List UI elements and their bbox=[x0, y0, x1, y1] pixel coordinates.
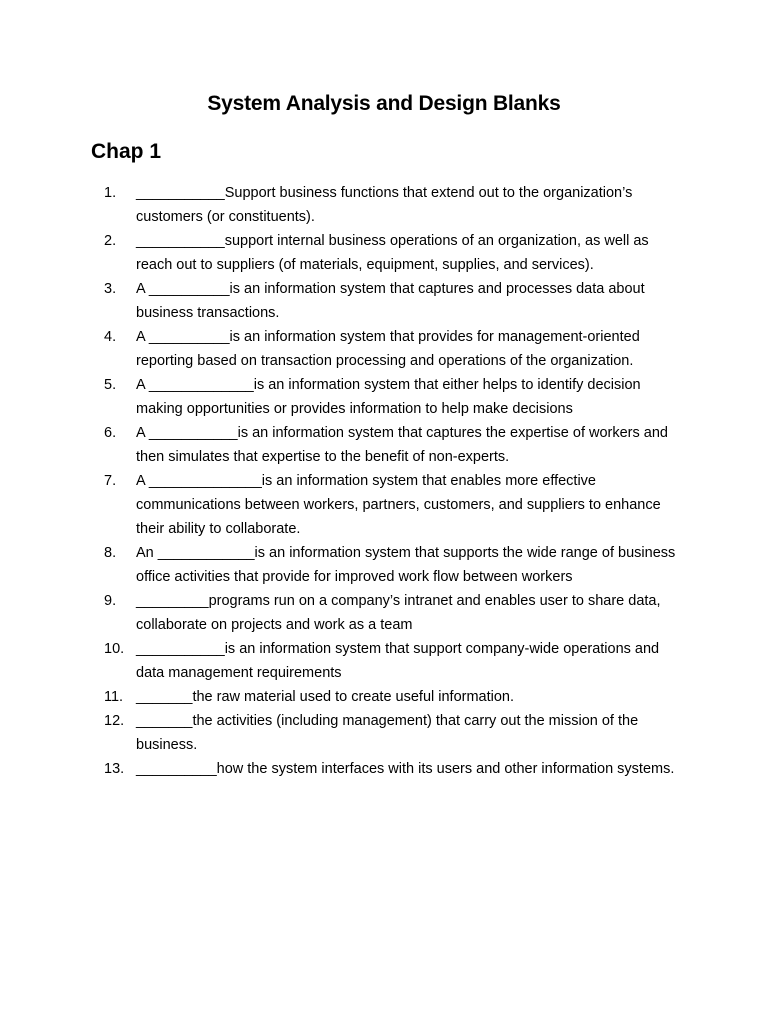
question-item bbox=[0, 685, 768, 709]
question-number: 3. bbox=[104, 281, 117, 297]
question-item bbox=[0, 181, 768, 229]
question-item bbox=[0, 469, 768, 541]
question-item bbox=[0, 757, 768, 781]
question-text: _________programs run on a company’s intranet and enables user to share data, collaborate on projects and work as a team bbox=[136, 593, 661, 633]
question-number: 8. bbox=[104, 545, 117, 561]
question-text: A _____________is an information system that either helps to identify decision making opportunities or provides information to help make decisions bbox=[136, 377, 641, 417]
question-text: A ______________is an information system that enables more effective communications between workers, partners, customers, and suppliers to enhance their ability to collaborate. bbox=[136, 473, 661, 537]
question-number: 1. bbox=[104, 185, 117, 201]
question-number: 9. bbox=[104, 593, 117, 609]
question-item bbox=[0, 421, 768, 469]
question-number: 5. bbox=[104, 377, 117, 393]
question-text: A __________is an information system that provides for management-oriented reporting based on transaction processing and operations of the organization. bbox=[136, 329, 640, 369]
question-text: ___________is an information system that support company-wide operations and data management requirements bbox=[136, 641, 660, 681]
question-number: 2. bbox=[104, 233, 117, 249]
question-item bbox=[0, 277, 768, 325]
question-number: 13. bbox=[104, 761, 125, 777]
question-number: 11. bbox=[104, 689, 124, 705]
question-text: ___________Support business functions that extend out to the organization’s customers (or constituents). bbox=[136, 185, 633, 225]
question-number: 6. bbox=[104, 425, 117, 441]
question-number: 4. bbox=[104, 329, 117, 345]
question-item bbox=[0, 373, 768, 421]
question-item bbox=[0, 541, 768, 589]
question-text: _______the raw material used to create useful information. bbox=[136, 689, 515, 705]
question-number: 7. bbox=[104, 473, 117, 489]
question-text: __________how the system interfaces with its users and other information systems. bbox=[136, 761, 675, 777]
question-text: ___________support internal business operations of an organization, as well as reach out to suppliers (of materials, equipment, supplies, and services). bbox=[136, 233, 649, 273]
question-item bbox=[0, 589, 768, 637]
document-title: System Analysis and Design Blanks bbox=[207, 92, 561, 115]
question-item bbox=[0, 637, 768, 685]
question-text: A ___________is an information system that captures the expertise of workers and then simulates that expertise to the benefit of non-experts. bbox=[136, 425, 668, 465]
chapter-heading: Chap 1 bbox=[91, 140, 162, 163]
question-number: 10. bbox=[104, 641, 125, 657]
question-item bbox=[0, 325, 768, 373]
question-list bbox=[0, 181, 768, 781]
question-text: A __________is an information system that captures and processes data about business transactions. bbox=[136, 281, 645, 321]
question-item bbox=[0, 229, 768, 277]
question-number: 12. bbox=[104, 713, 125, 729]
question-text: An ____________is an information system that supports the wide range of business office activities that provide for improved work flow between workers bbox=[136, 545, 676, 585]
question-text: _______the activities (including management) that carry out the mission of the business. bbox=[136, 713, 639, 753]
question-item bbox=[0, 709, 768, 757]
